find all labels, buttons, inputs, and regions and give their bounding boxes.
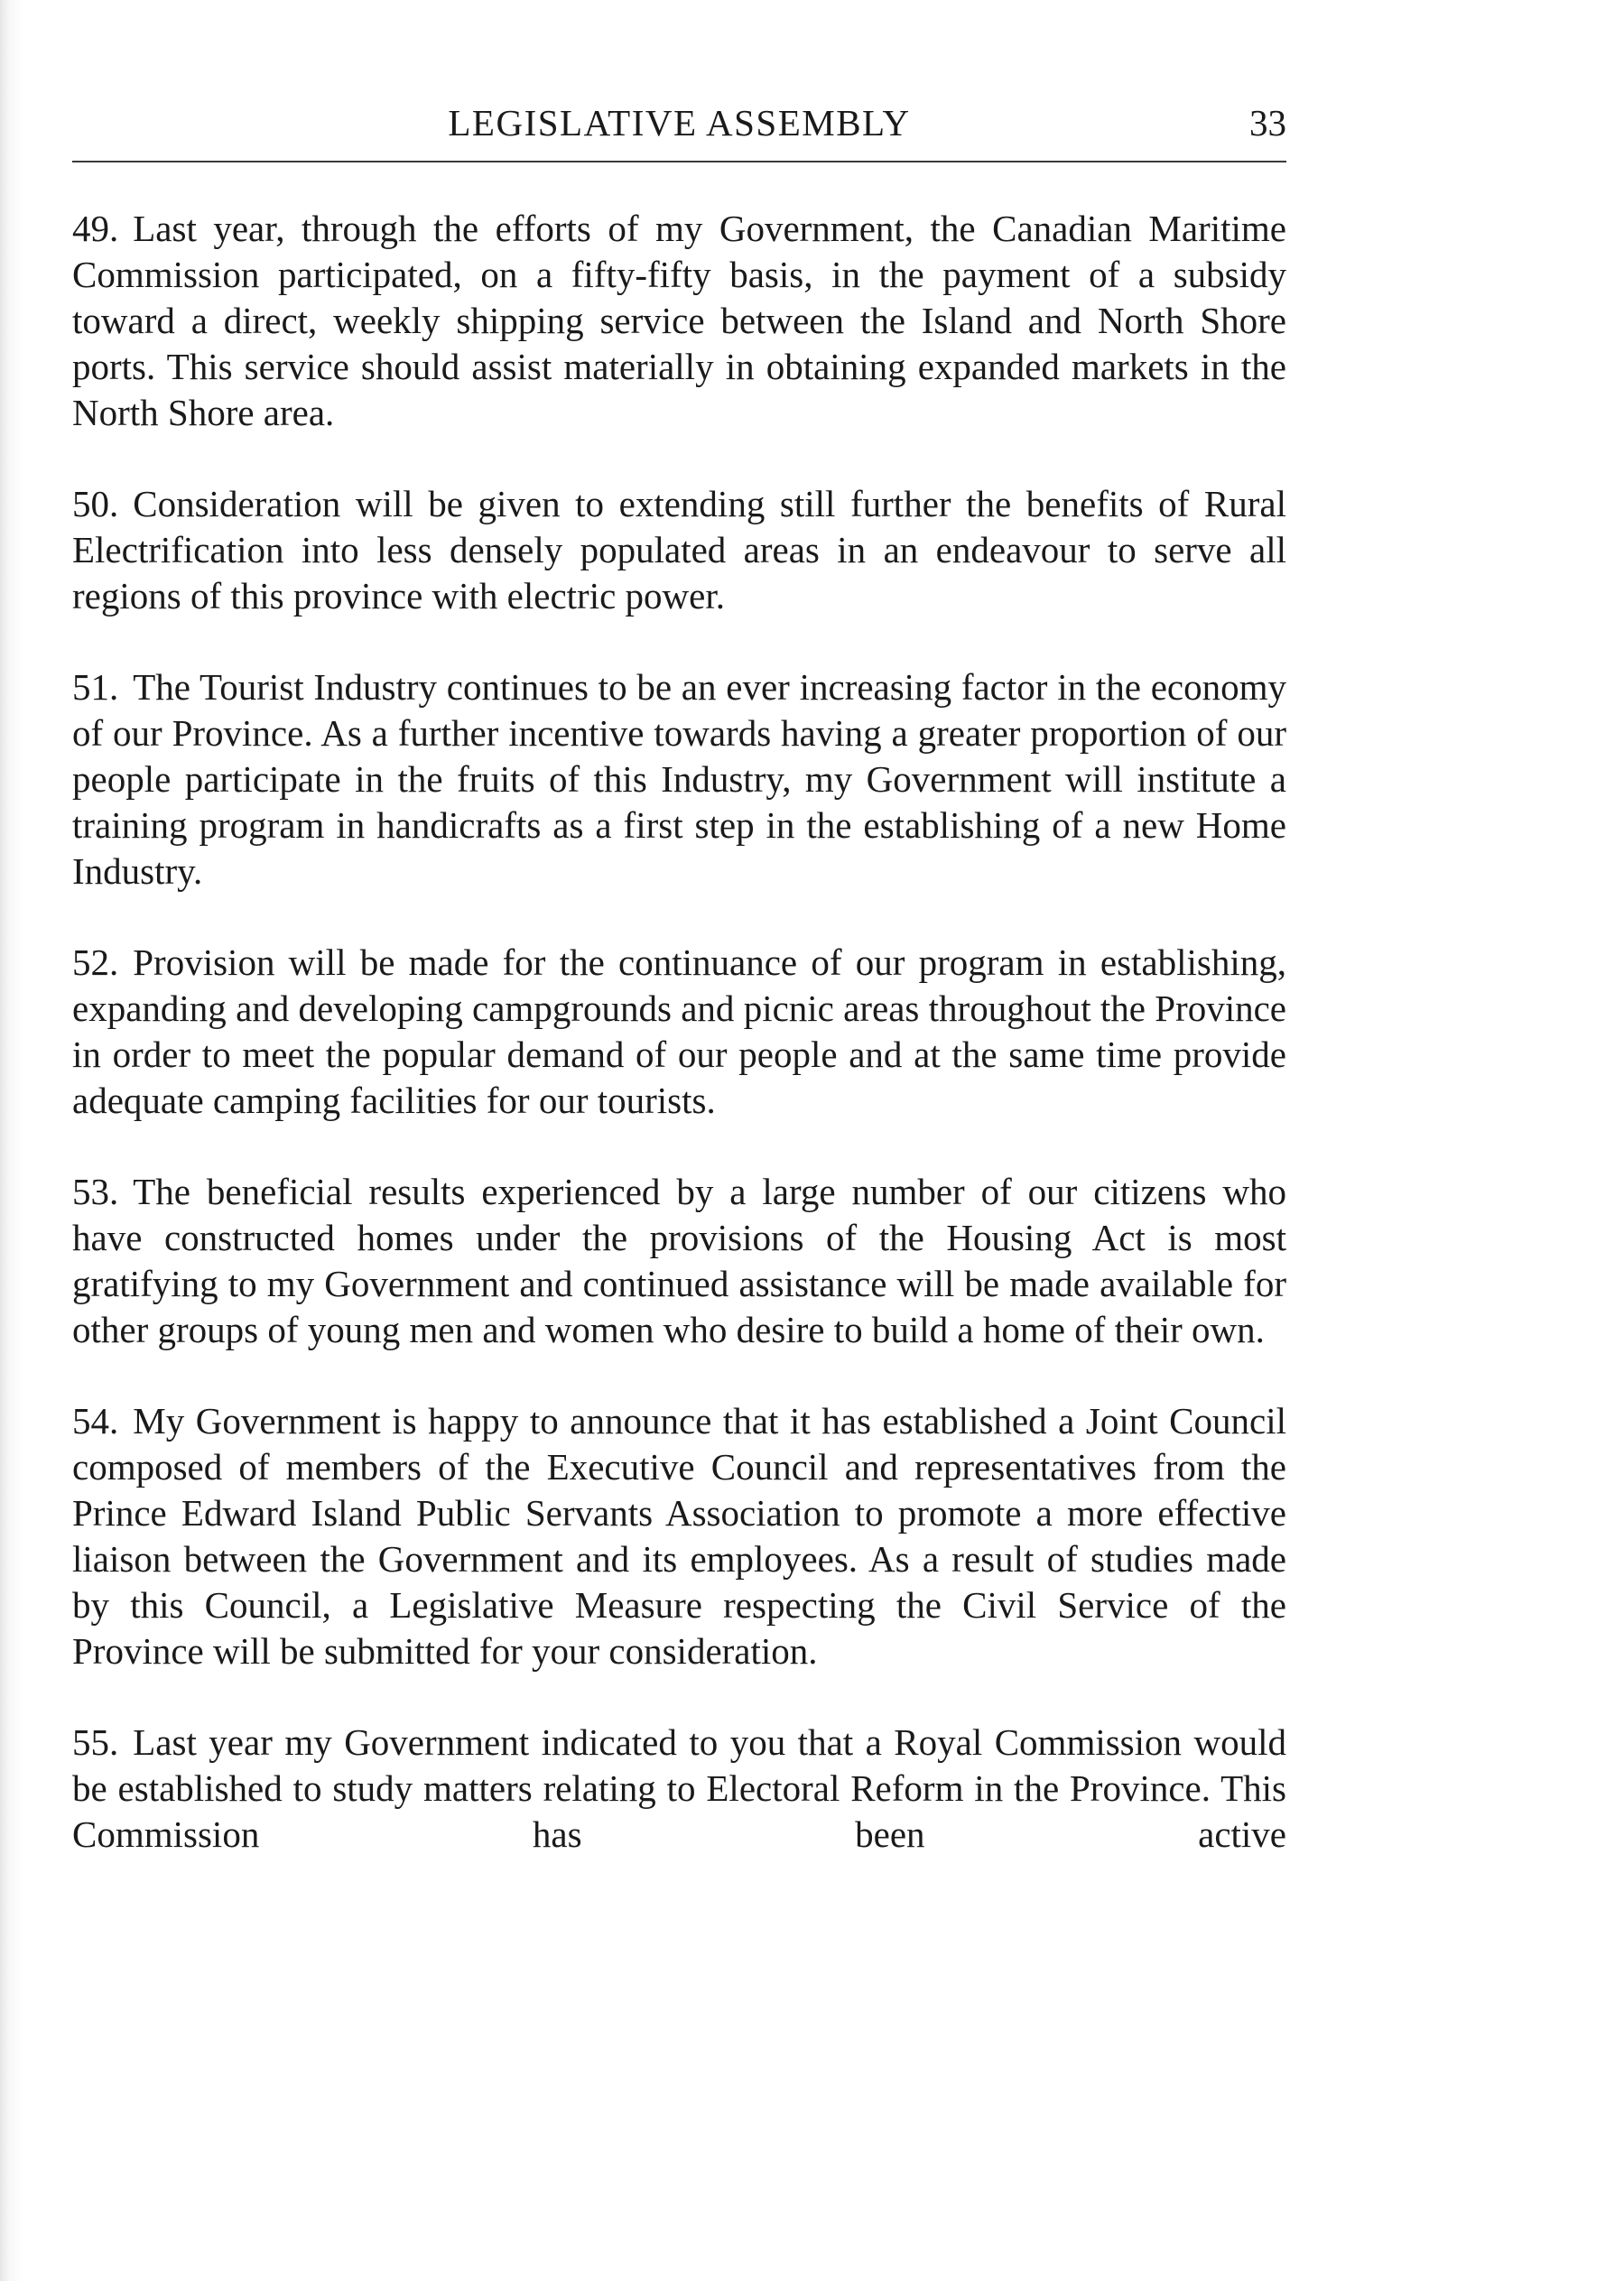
paragraph-53 [72,1169,1286,1353]
paragraph-text: Last year, through the efforts of my Government, the Canadian Maritime Commission participated, on a fifty-fifty basis, in the payment of a subsidy toward a direct, weekly shipping service between the Island and North Shore ports. This service should assist materially in obtaining expanded markets in the North Shore area. [72,208,1286,433]
paragraph-text: Last year my Government indicated to you that a Royal Commission would be established to study matters relating to Electoral Reform in the Province. This Commission has been active [72,1721,1286,1855]
running-head: LEGISLATIVE ASSEMBLY [448,102,911,144]
paragraph-number: 53. [72,1171,119,1212]
paragraph-text: The Tourist Industry continues to be an ever increasing factor in the economy of our Province. As a further incentive towards having a greater proportion of our people participate in the fruits of this Industry, my Government will institute a training program in handicrafts as a first step in the establishing of a new Home Industry. [72,666,1286,892]
paragraph-55 [72,1720,1286,1858]
paragraph-number: 54. [72,1400,119,1442]
paragraph-number: 51. [72,666,119,708]
header-rule [72,161,1286,162]
paragraph-text: My Government is happy to announce that it has established a Joint Council composed of members of the Executive Council and representatives from the Prince Edward Island Public Servants Association to promote a more effective liaison between the Government and its employees. As a result of studies made by this Council, a Legislative Measure respecting the Civil Service of the Province will be submitted for your consideration. [72,1400,1286,1672]
body-text [72,206,1286,1858]
paragraph-54 [72,1398,1286,1674]
paragraph-52 [72,940,1286,1124]
paragraph-number: 55. [72,1721,119,1763]
paragraph-number: 50. [72,483,119,524]
paragraph-text: Consideration will be given to extending still further the benefits of Rural Electrification into less densely populated areas in an endeavour to serve all regions of this province with electric power. [72,483,1286,617]
paragraph-text: The beneficial results experienced by a large number of our citizens who have constructed homes under the provisions of the Housing Act is most gratifying to my Government and continued assistance will be made available for other groups of young men and women who desire to build a home of their own. [72,1171,1286,1350]
paragraph-49 [72,206,1286,436]
page-header [72,96,1286,150]
page-number: 33 [1249,102,1286,144]
paragraph-51 [72,664,1286,895]
paragraph-number: 52. [72,941,119,983]
paragraph-text: Provision will be made for the continuance of our program in establishing, expanding and developing campgrounds and picnic areas throughout the Province in order to meet the popular demand of our people and at the same time provide adequate camping facilities for our tourists. [72,941,1286,1121]
paragraph-50 [72,481,1286,619]
paragraph-number: 49. [72,208,119,249]
